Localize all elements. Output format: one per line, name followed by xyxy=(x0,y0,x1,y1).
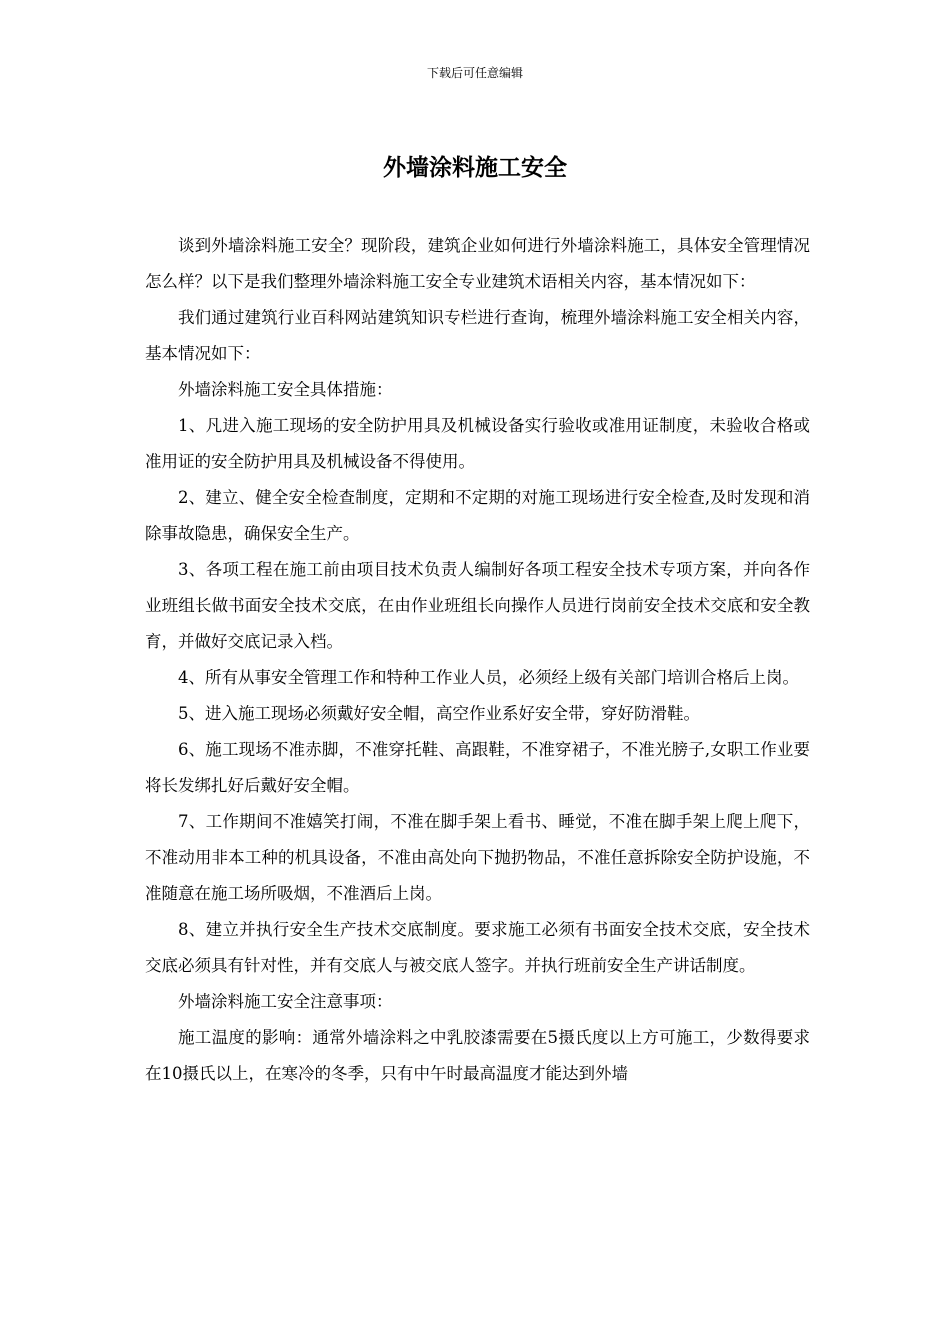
list-item-measure-1: 1、凡进入施工现场的安全防护用具及机械设备实行验收或准用证制度，未验收合格或准用证的安全防护用具及机械设备不得使用。 xyxy=(145,416,810,471)
section-heading-notes: 外墙涂料施工安全注意事项： xyxy=(178,992,393,1011)
list-item-measure-8: 8、建立并执行安全生产技术交底制度。要求施工必须有书面安全技术交底，安全技术交底必须具有针对性，并有交底人与被交底人签字。并执行班前安全生产讲话制度。 xyxy=(145,920,810,975)
paragraph-temperature: 施工温度的影响：通常外墙涂料之中乳胶漆需要在5摄氏度以上方可施工，少数得要求在10摄氏以上，在寒冷的冬季，只有中午时最高温度才能达到外墙 xyxy=(145,1028,810,1083)
list-item-measure-3: 3、各项工程在施工前由项目技术负责人编制好各项工程安全技术专项方案，并向各作业班组长做书面安全技术交底，在由作业班组长向操作人员进行岗前安全技术交底和安全教育，并做好交底记录入档。 xyxy=(145,560,810,651)
list-item-measure-5: 5、进入施工现场必须戴好安全帽，高空作业系好安全带，穿好防滑鞋。 xyxy=(178,704,700,723)
section-heading-measures: 外墙涂料施工安全具体措施： xyxy=(178,380,393,399)
document-title: 外墙涂料施工安全 xyxy=(383,154,567,181)
page-header-note: 下载后可任意编辑 xyxy=(426,66,523,80)
document-body xyxy=(145,228,810,1092)
list-item-measure-7: 7、工作期间不准嬉笑打闹，不准在脚手架上看书、睡觉，不准在脚手架上爬上爬下，不准动用非本工种的机具设备，不准由高处向下抛扔物品，不准任意拆除安全防护设施，不准随意在施工场所吸烟，不准酒后上岗。 xyxy=(145,812,810,903)
list-item-measure-2: 2、建立、健全安全检查制度，定期和不定期的对施工现场进行安全检查,及时发现和消除事故隐患，确保安全生产。 xyxy=(145,488,810,543)
list-item-measure-6: 6、施工现场不准赤脚，不准穿托鞋、高跟鞋，不准穿裙子，不准光膀子,女职工作业要将长发绑扎好后戴好安全帽。 xyxy=(145,740,810,795)
paragraph-source: 我们通过建筑行业百科网站建筑知识专栏进行查询，梳理外墙涂料施工安全相关内容，基本情况如下： xyxy=(145,308,810,363)
list-item-measure-4: 4、所有从事安全管理工作和特种工作业人员，必须经上级有关部门培训合格后上岗。 xyxy=(178,668,799,687)
paragraph-intro: 谈到外墙涂料施工安全？现阶段，建筑企业如何进行外墙涂料施工，具体安全管理情况怎么样？以下是我们整理外墙涂料施工安全专业建筑术语相关内容，基本情况如下： xyxy=(145,236,810,291)
